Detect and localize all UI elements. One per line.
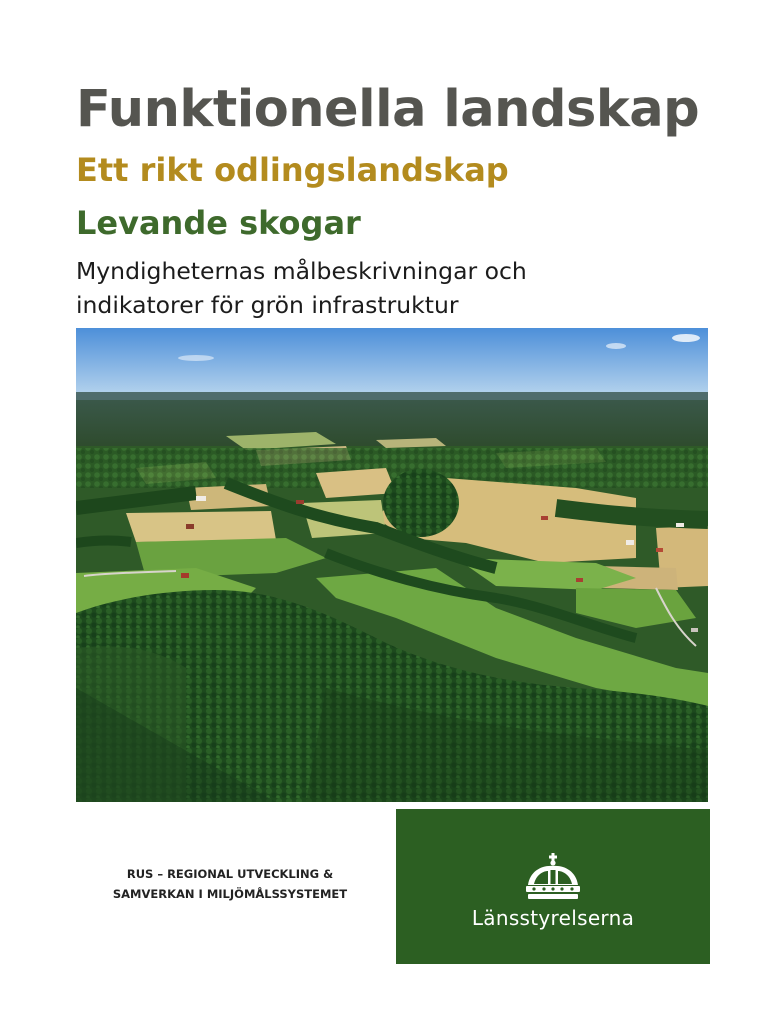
aerial-landscape-photo (76, 328, 708, 802)
cover-title: Funktionella landskap (76, 80, 700, 139)
cover-description (76, 254, 636, 322)
publisher-line-1: RUS – REGIONAL UTVECKLING & (126, 867, 334, 881)
subtitle-farmland: Ett rikt odlingslandskap (76, 151, 509, 189)
description-line-2: indikatorer för grön infrastruktur (76, 291, 459, 319)
publisher-label (80, 864, 380, 904)
brand-name: Länsstyrelserna (471, 906, 635, 930)
publisher-line-2: SAMVERKAN I MILJÖMÅLSSYSTEMET (112, 887, 348, 901)
description-line-1: Myndigheternas målbeskrivningar och (76, 257, 527, 285)
lansstyrelserna-logo-box (396, 809, 710, 964)
crown-icon (524, 853, 582, 903)
subtitle-forests: Levande skogar (76, 204, 361, 242)
